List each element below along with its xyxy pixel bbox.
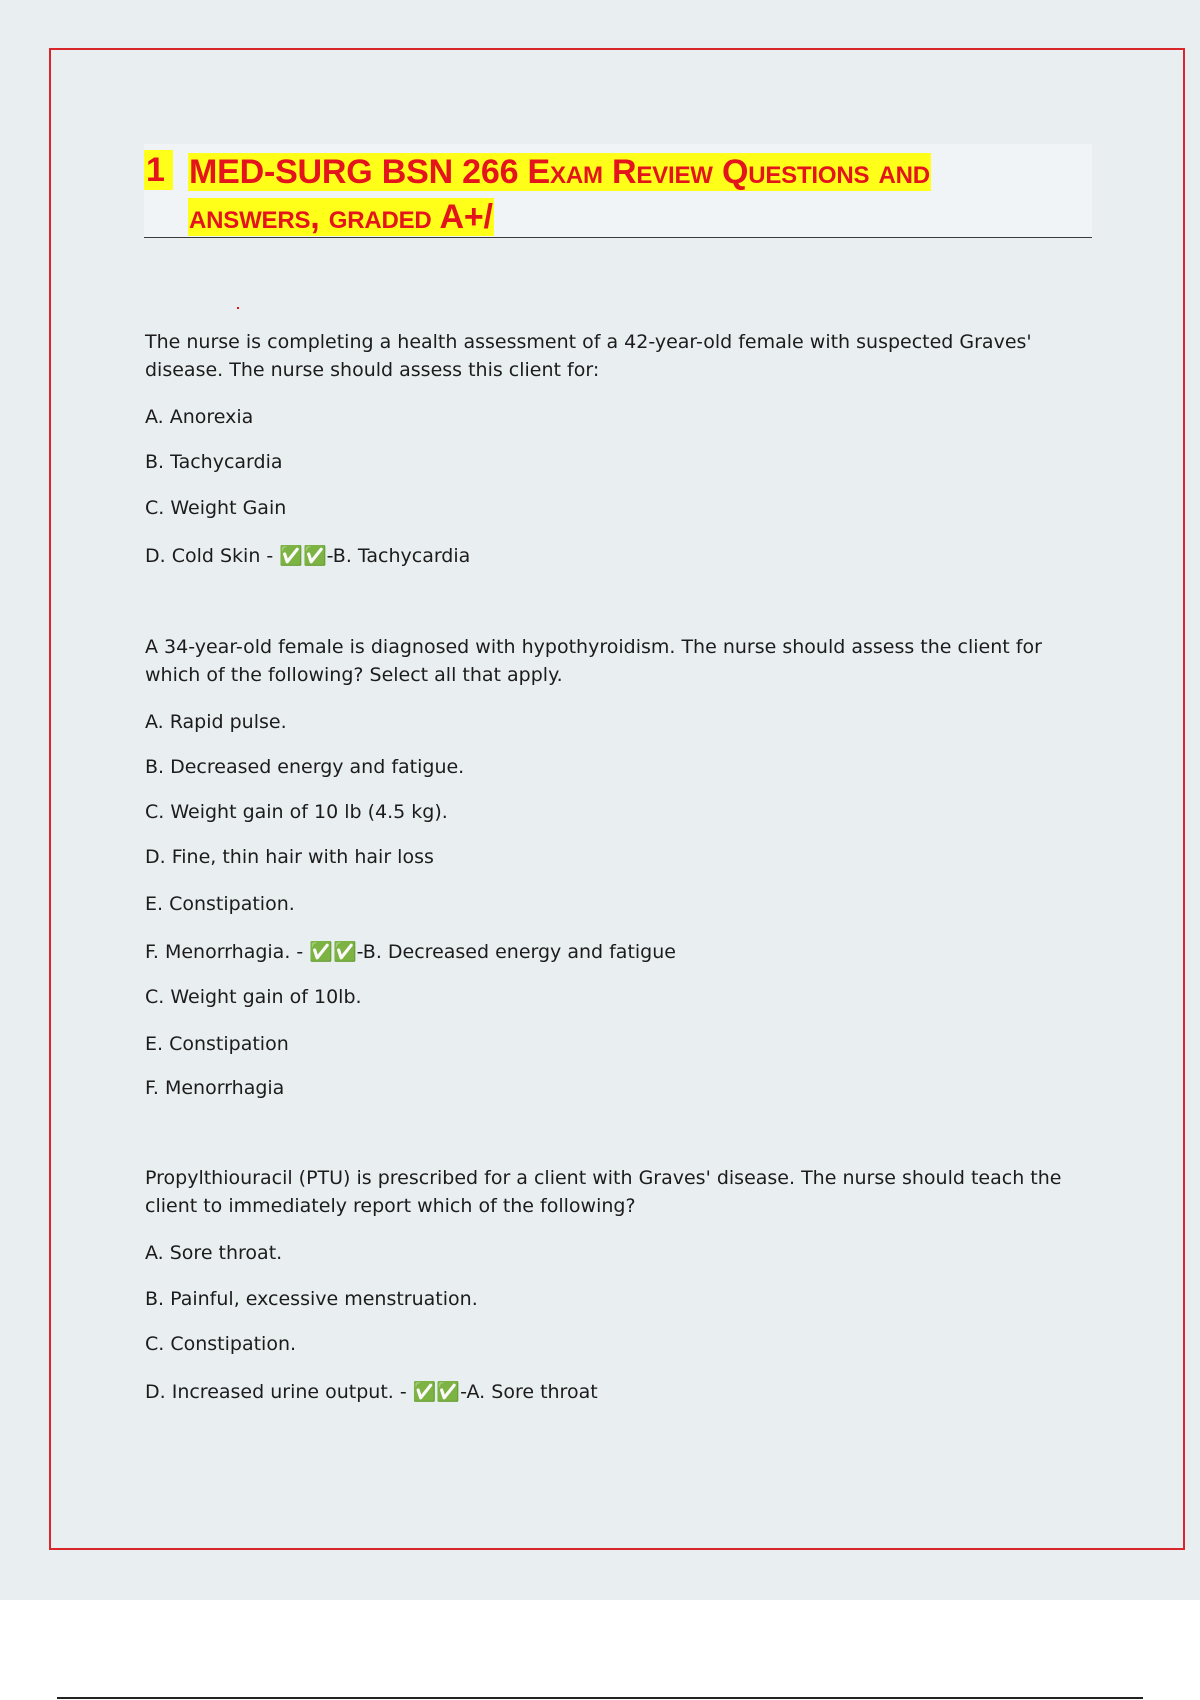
question-1-option-a: A. Anorexia <box>145 406 254 428</box>
question-1-option-b: B. Tachycardia <box>145 451 283 473</box>
title-number: 1 <box>144 150 173 190</box>
title-block <box>144 144 1092 238</box>
question-3-option-b: B. Painful, excessive menstruation. <box>145 1288 478 1310</box>
title-text: MED-SURG BSN 266 Exam Review Questions and answers, graded A+/ <box>189 153 930 236</box>
question-2-option-c: C. Weight gain of 10 lb (4.5 kg). <box>145 801 448 823</box>
question-2-option-f-answer: F. Menorrhagia. - ✅✅-B. Decreased energy and fatigue <box>145 941 676 963</box>
question-2-option-a: A. Rapid pulse. <box>145 711 287 733</box>
page-title <box>188 150 1068 240</box>
question-2-answer-e: E. Constipation <box>145 1033 289 1055</box>
red-dot-mark <box>237 307 239 309</box>
question-3-option-c: C. Constipation. <box>145 1333 297 1355</box>
question-3-option-a: A. Sore throat. <box>145 1242 283 1264</box>
footer-divider <box>57 1697 1143 1699</box>
question-2-answer-f: F. Menorrhagia <box>145 1077 285 1099</box>
question-2-option-d: D. Fine, thin hair with hair loss <box>145 846 434 868</box>
question-1-option-c: C. Weight Gain <box>145 497 287 519</box>
question-2-text: A 34-year-old female is diagnosed with hypothyroidism. The nurse should assess the client for which of the following? Select all that apply. <box>145 636 1042 686</box>
question-2-answer-c: C. Weight gain of 10lb. <box>145 986 362 1008</box>
question-2-option-e: E. Constipation. <box>145 893 295 915</box>
question-1-option-d-answer: D. Cold Skin - ✅✅-B. Tachycardia <box>145 545 471 567</box>
question-3-option-d-answer: D. Increased urine output. - ✅✅-A. Sore throat <box>145 1381 598 1403</box>
question-1-text: The nurse is completing a health assessment of a 42-year-old female with suspected Graves' disease. The nurse should assess this client for: <box>145 331 1032 381</box>
question-2-option-b: B. Decreased energy and fatigue. <box>145 756 465 778</box>
question-3-text: Propylthiouracil (PTU) is prescribed for a client with Graves' disease. The nurse should teach the client to immediately report which of the following? <box>145 1167 1062 1217</box>
